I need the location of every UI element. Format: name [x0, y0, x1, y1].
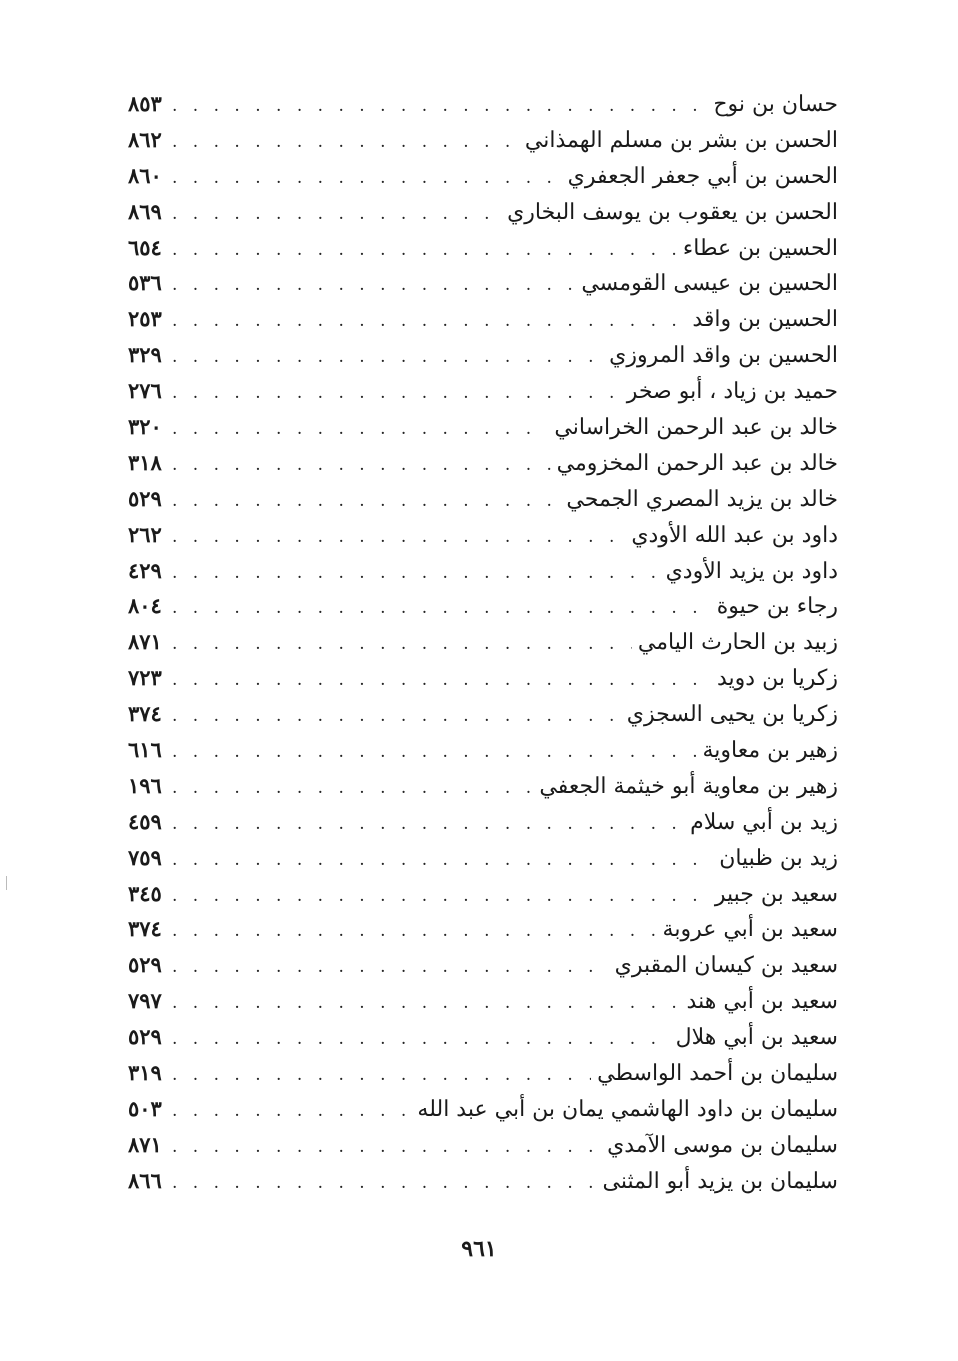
entry-page-number: ٣٢٠	[128, 414, 162, 440]
index-entry	[128, 86, 838, 122]
entry-page-number: ٨٦٩	[128, 198, 162, 224]
entry-name: سليمان بن موسى الآمدي	[607, 1132, 838, 1158]
index-entry	[128, 122, 838, 158]
index-entry	[128, 947, 838, 983]
index-entry	[128, 696, 838, 732]
index-entry	[128, 481, 838, 517]
dot-leader	[172, 125, 519, 161]
entry-page-number: ٨٦٢	[128, 126, 162, 152]
index-entry	[128, 1019, 838, 1055]
dot-leader	[172, 520, 625, 556]
index-entry	[128, 911, 838, 947]
dot-leader	[172, 233, 677, 269]
entry-page-number: ٢٥٣	[128, 306, 162, 332]
entry-page-number: ٣١٨	[128, 449, 162, 475]
index-entry	[128, 983, 838, 1019]
index-entry	[128, 840, 838, 876]
index-entry	[128, 230, 838, 266]
dot-leader	[172, 807, 684, 843]
entry-page-number: ٤٢٩	[128, 557, 162, 583]
entry-page-number: ٨٠٤	[128, 593, 162, 619]
index-entry	[128, 732, 838, 768]
dot-leader	[172, 376, 621, 412]
index-entry	[128, 158, 838, 194]
entry-name: سعيد بن أبي هلال	[675, 1025, 838, 1051]
dot-leader	[172, 771, 533, 807]
entry-name: سعيد بن أبي هند	[686, 989, 838, 1015]
index-entry	[128, 373, 838, 409]
entry-name: سعيد بن كيسان المقبري	[614, 953, 838, 979]
dot-leader	[172, 663, 711, 699]
index-entry	[128, 1163, 838, 1199]
dot-leader	[172, 304, 686, 340]
entry-name: سليمان بن داود الهاشمي يمان بن أبي عبد الله	[417, 1096, 838, 1122]
entry-page-number: ٣٢٩	[128, 342, 162, 368]
entry-page-number: ٥٢٩	[128, 485, 162, 511]
entry-name: خالد بن يزيد المصري الجمحي	[566, 486, 838, 512]
index-entry	[128, 588, 838, 624]
entry-page-number: ٥٠٣	[128, 1095, 162, 1121]
dot-leader	[172, 1166, 597, 1202]
dot-leader	[172, 89, 707, 125]
index-entry	[128, 1127, 838, 1163]
entry-page-number: ٧٩٧	[128, 988, 162, 1014]
entry-name: الحسن بن بشر بن مسلم الهمذاني	[524, 127, 838, 153]
entry-page-number: ٤٥٩	[128, 808, 162, 834]
entry-name: سليمان بن أحمد الواسطي	[597, 1061, 838, 1087]
dot-leader	[172, 448, 551, 484]
entry-page-number: ٨٧١	[128, 1131, 162, 1157]
entry-page-number: ٨٦٠	[128, 162, 162, 188]
entry-page-number: ٣٧٤	[128, 916, 162, 942]
entry-name: زيد بن أبي سلام	[690, 809, 838, 835]
index-entry	[128, 265, 838, 301]
entry-name: حسان بن نوح	[713, 92, 838, 117]
dot-leader	[172, 950, 609, 986]
entry-name: زكريا بن دويد	[716, 666, 838, 692]
entry-name: زيد بن ظبيان	[719, 845, 838, 871]
entry-name: الحسين بن عطاء	[682, 235, 838, 261]
index-entry	[128, 624, 838, 660]
entry-page-number: ٥٢٩	[128, 1024, 162, 1050]
entry-name: خالد بن عبد الرحمن المخزومي	[556, 450, 838, 476]
entry-name: الحسن بن يعقوب بن يوسف البخاري	[507, 199, 838, 225]
index-entry	[128, 804, 838, 840]
dot-leader	[172, 340, 603, 376]
index-entry	[128, 1091, 838, 1127]
entry-page-number: ٨٧١	[128, 629, 162, 655]
page-number: ٩٦١	[461, 1236, 497, 1262]
dot-leader	[172, 699, 621, 735]
index-entry	[128, 194, 838, 230]
dot-leader	[172, 879, 709, 915]
entry-page-number: ٨٥٣	[128, 91, 162, 116]
index-entry	[128, 768, 838, 804]
entry-name: سعيد بن جبير	[714, 881, 838, 907]
entry-page-number: ١٩٦	[128, 772, 162, 798]
index-entry	[128, 301, 838, 337]
entry-page-number: ٥٣٦	[128, 270, 162, 296]
entry-name: حميد بن زياد ، أبو صخر	[626, 379, 838, 405]
entry-name: زكريا بن يحيى السجزي	[626, 702, 838, 728]
dot-leader	[172, 986, 681, 1022]
entry-page-number: ٧٢٣	[128, 665, 162, 691]
entry-name: خالد بن عبد الرحمن الخراساني	[554, 415, 838, 441]
index-entry	[128, 876, 838, 912]
dot-leader	[172, 1130, 601, 1166]
index-entry	[128, 553, 838, 589]
entry-page-number: ٧٥٩	[128, 844, 162, 870]
entry-name: سليمان بن يزيد أبو المثنى	[602, 1168, 838, 1194]
entry-name: سعيد بن أبي عروبة	[662, 917, 838, 943]
entry-name: زهير بن معاوية	[702, 738, 838, 764]
entry-page-number: ٢٦٢	[128, 521, 162, 547]
margin-speck	[6, 876, 7, 890]
dot-leader	[172, 914, 657, 950]
entry-page-number: ٥٢٩	[128, 952, 162, 978]
entry-name: الحسين بن عيسى القومسي	[581, 271, 838, 297]
entry-page-number: ٢٧٦	[128, 378, 162, 404]
dot-leader	[172, 735, 696, 771]
dot-leader	[172, 412, 548, 448]
entry-name: زبيد بن الحارث اليامي	[637, 630, 838, 656]
dot-leader	[172, 1022, 670, 1058]
index-entry	[128, 445, 838, 481]
dot-leader	[172, 591, 711, 627]
dot-leader	[172, 197, 501, 233]
dot-leader	[172, 843, 713, 879]
index-entry	[128, 409, 838, 445]
entry-page-number: ٣١٩	[128, 1060, 162, 1086]
entry-name: الحسين بن واقد المروزي	[609, 343, 838, 369]
entry-name: الحسين بن واقد	[692, 307, 838, 333]
dot-leader	[172, 1094, 411, 1130]
entry-name: زهير بن معاوية أبو خيثمة الجعفي	[539, 773, 838, 799]
dot-leader	[172, 161, 562, 197]
index-entry	[128, 660, 838, 696]
index-entry	[128, 1055, 838, 1091]
dot-leader	[172, 484, 560, 520]
entry-page-number: ٣٤٥	[128, 880, 162, 906]
dot-leader	[172, 1058, 591, 1094]
entry-name: داود بن يزيد الأودي	[665, 558, 838, 584]
entry-name: رجاء بن حيوة	[716, 594, 838, 620]
entry-page-number: ٨٦٦	[128, 1167, 162, 1193]
entry-name: داود بن عبد الله الأودي	[631, 522, 838, 548]
entry-page-number: ٦١٦	[128, 737, 162, 763]
index-list	[128, 86, 838, 1199]
dot-leader	[172, 627, 632, 663]
index-entry	[128, 517, 838, 553]
entry-page-number: ٦٥٤	[128, 234, 162, 260]
dot-leader	[172, 556, 660, 592]
entry-page-number: ٣٧٤	[128, 701, 162, 727]
entry-name: الحسن بن أبي جعفر الجعفري	[567, 163, 838, 189]
index-entry	[128, 337, 838, 373]
dot-leader	[172, 268, 575, 304]
